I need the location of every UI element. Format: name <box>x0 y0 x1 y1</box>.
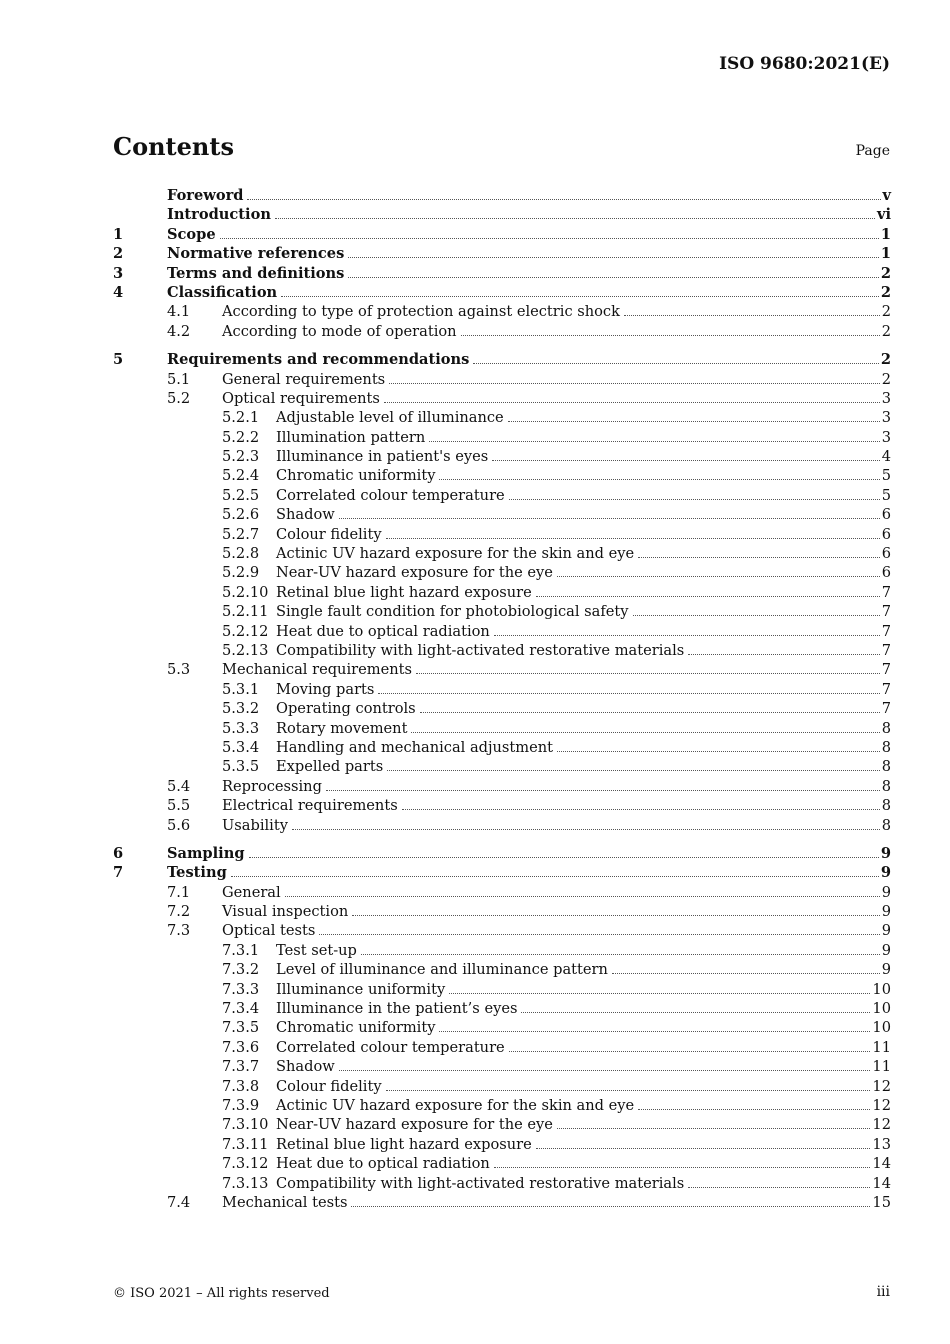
toc-entry[interactable] <box>113 583 891 602</box>
toc-entry[interactable] <box>113 370 891 389</box>
toc-entry[interactable] <box>113 1038 891 1057</box>
toc-entry-title: Compatibility with light-activated restorative materials <box>276 641 685 659</box>
toc-entry[interactable] <box>113 283 891 302</box>
toc-entry[interactable] <box>113 447 891 466</box>
toc-entry[interactable] <box>113 921 891 940</box>
toc-entry[interactable] <box>113 816 891 835</box>
toc-entry-page: 2 <box>880 351 891 369</box>
toc-entry-page: 8 <box>881 797 891 815</box>
toc-entry-title: Operating controls <box>276 700 416 718</box>
toc-entry[interactable] <box>113 322 891 341</box>
dot-leader <box>439 479 879 480</box>
toc-entry-page: 9 <box>881 903 891 921</box>
toc-entry-number: 5.2 <box>167 389 191 407</box>
toc-entry[interactable] <box>113 902 891 921</box>
dot-leader <box>378 693 879 694</box>
toc-entry-title: Illuminance in patient's eyes <box>276 448 489 466</box>
toc-entry-number: 5.2.8 <box>222 545 260 563</box>
toc-entry-title: Test set-up <box>276 941 357 959</box>
dot-leader <box>416 673 880 674</box>
toc-entry[interactable] <box>113 660 891 679</box>
toc-entry-title: Heat due to optical radiation <box>276 622 490 640</box>
toc-entry-page: 6 <box>881 545 891 563</box>
toc-entry-number: 2 <box>113 245 124 263</box>
toc-entry-page: 9 <box>880 864 891 882</box>
toc-entry-number: 5.2.2 <box>222 428 260 446</box>
toc-entry-number: 5.4 <box>167 777 191 795</box>
toc-entry-title: Optical tests <box>222 922 316 940</box>
dot-leader <box>387 770 880 771</box>
toc-entry-number: 4.1 <box>167 303 191 321</box>
toc-entry-number: 5.2.7 <box>222 525 260 543</box>
toc-entry-number: 5.2.13 <box>222 641 269 659</box>
dot-leader <box>429 441 879 442</box>
dot-leader <box>351 1206 870 1207</box>
toc-entry-title: Compatibility with light-activated restorative materials <box>276 1174 685 1192</box>
toc-entry[interactable] <box>113 1057 891 1076</box>
toc-entry-page: 10 <box>872 1019 891 1037</box>
dot-leader <box>473 363 878 364</box>
toc-entry-title: Actinic UV hazard exposure for the skin and eye <box>276 545 635 563</box>
toc-entry-number: 7.3.5 <box>222 1019 260 1037</box>
toc-entry[interactable] <box>113 883 891 902</box>
toc-entry-title: Reprocessing <box>222 777 322 795</box>
toc-entry-number: 5.3.3 <box>222 719 260 737</box>
toc-entry-title: Classification <box>167 283 278 301</box>
toc-entry-page: 9 <box>881 883 891 901</box>
toc-entry[interactable] <box>113 1174 891 1193</box>
toc-entry-page: 10 <box>872 980 891 998</box>
toc-entry[interactable] <box>113 408 891 427</box>
toc-entry[interactable] <box>113 941 891 960</box>
toc-entry-number: 5.3.2 <box>222 700 260 718</box>
toc-entry-page: 8 <box>881 758 891 776</box>
toc-entry-page: 14 <box>872 1155 891 1173</box>
toc-entry-title: Illumination pattern <box>276 428 426 446</box>
toc-entry-title: Chromatic uniformity <box>276 467 436 485</box>
toc-entry[interactable] <box>113 389 891 408</box>
dot-leader <box>509 499 880 500</box>
document-id: ISO 9680:2021(E) <box>719 54 890 74</box>
dot-leader <box>275 218 875 219</box>
toc-entry-title: Shadow <box>276 1058 335 1076</box>
toc-entry[interactable] <box>113 186 891 205</box>
toc-entry[interactable] <box>113 738 891 757</box>
toc-entry-title: Single fault condition for photobiological safety <box>276 603 629 621</box>
toc-entry-page: 3 <box>881 409 891 427</box>
toc-entry-number: 7.1 <box>167 883 191 901</box>
toc-entry[interactable] <box>113 505 891 524</box>
dot-leader <box>494 635 880 636</box>
toc-entry-title: Introduction <box>167 206 271 224</box>
toc-entry-title: General requirements <box>222 370 386 388</box>
dot-leader <box>384 402 880 403</box>
dot-leader <box>231 876 879 877</box>
toc-entry[interactable] <box>113 563 891 582</box>
toc-entry-number: 7.4 <box>167 1193 191 1211</box>
toc-entry-page: 2 <box>880 264 891 282</box>
toc-entry-number: 7.3.3 <box>222 980 260 998</box>
toc-entry-title: Illuminance in the patient’s eyes <box>276 1000 518 1018</box>
toc-entry-number: 5.2.9 <box>222 564 260 582</box>
toc-entry-page: 4 <box>881 448 891 466</box>
toc-entry-page: 8 <box>881 777 891 795</box>
toc-entry-title: Normative references <box>167 245 345 263</box>
toc-entry-page: 8 <box>881 738 891 756</box>
toc-entry-title: Usability <box>222 816 288 834</box>
toc-entry-page: 9 <box>880 844 891 862</box>
toc-entry[interactable] <box>113 205 891 224</box>
dot-leader <box>633 615 880 616</box>
toc-entry-page: 8 <box>881 816 891 834</box>
toc-entry-page: 1 <box>880 245 891 263</box>
toc-entry-page: 11 <box>872 1038 891 1056</box>
toc-entry-number: 5.2.5 <box>222 486 260 504</box>
table-of-contents <box>113 186 891 1212</box>
toc-entry[interactable] <box>113 999 891 1018</box>
toc-entry-number: 7.2 <box>167 903 191 921</box>
dot-leader <box>386 538 880 539</box>
toc-entry-number: 5.2.10 <box>222 583 269 601</box>
toc-entry-page: 3 <box>881 389 891 407</box>
toc-entry-title: Mechanical tests <box>222 1193 348 1211</box>
toc-entry-page: 6 <box>881 564 891 582</box>
toc-entry-page: 12 <box>872 1077 891 1095</box>
dot-leader <box>612 973 880 974</box>
dot-leader <box>536 1148 871 1149</box>
toc-entry[interactable] <box>113 466 891 485</box>
toc-entry[interactable] <box>113 863 891 882</box>
toc-entry-title: Scope <box>167 225 216 243</box>
toc-entry-title: Retinal blue light hazard exposure <box>276 583 532 601</box>
toc-entry-title: Optical requirements <box>222 389 380 407</box>
toc-entry-title: Visual inspection <box>222 903 349 921</box>
dot-leader <box>461 335 880 336</box>
page-number: iii <box>876 1284 890 1300</box>
dot-leader <box>361 954 880 955</box>
dot-leader <box>509 1051 871 1052</box>
toc-entry-page: 2 <box>880 283 891 301</box>
dot-leader <box>386 1090 871 1091</box>
toc-entry-title: Electrical requirements <box>222 797 398 815</box>
dot-leader <box>319 934 879 935</box>
toc-entry-title: Illuminance uniformity <box>276 980 446 998</box>
dot-leader <box>688 654 879 655</box>
toc-entry-page: 9 <box>881 922 891 940</box>
toc-entry-number: 7 <box>113 864 124 882</box>
toc-entry-title: Handling and mechanical adjustment <box>276 738 554 756</box>
toc-entry-page: 9 <box>881 941 891 959</box>
toc-entry-number: 3 <box>113 264 124 282</box>
toc-entry-title: Level of illuminance and illuminance pattern <box>276 961 608 979</box>
dot-leader <box>326 790 880 791</box>
dot-leader <box>557 751 880 752</box>
toc-entry-title: General <box>222 883 281 901</box>
page-title: Contents <box>113 132 234 161</box>
toc-entry-page: 13 <box>872 1135 891 1153</box>
toc-entry-number: 7.3.12 <box>222 1155 269 1173</box>
toc-entry-page: vi <box>876 206 891 224</box>
dot-leader <box>411 732 879 733</box>
toc-entry-page: 7 <box>881 700 891 718</box>
toc-entry-title: Mechanical requirements <box>222 661 412 679</box>
toc-entry[interactable] <box>113 225 891 244</box>
toc-entry-number: 7.3.6 <box>222 1038 260 1056</box>
toc-entry-title: Correlated colour temperature <box>276 1038 505 1056</box>
toc-entry[interactable] <box>113 622 891 641</box>
toc-entry-number: 7.3 <box>167 922 191 940</box>
dot-leader <box>688 1187 870 1188</box>
toc-entry-page: 2 <box>881 322 891 340</box>
toc-entry-title: Shadow <box>276 506 335 524</box>
toc-entry-title: Testing <box>167 864 227 882</box>
toc-entry-number: 5.2.6 <box>222 506 260 524</box>
toc-entry-title: According to type of protection against electric shock <box>222 303 620 321</box>
toc-entry-title: Terms and definitions <box>167 264 345 282</box>
toc-entry[interactable] <box>113 680 891 699</box>
dot-leader <box>521 1012 870 1013</box>
toc-entry-number: 7.3.4 <box>222 1000 260 1018</box>
toc-entry-page: 12 <box>872 1116 891 1134</box>
toc-entry-page: 5 <box>881 486 891 504</box>
dot-leader <box>536 596 880 597</box>
dot-leader <box>449 993 870 994</box>
toc-entry[interactable] <box>113 1115 891 1134</box>
copyright-notice: © ISO 2021 – All rights reserved <box>113 1286 330 1301</box>
dot-leader <box>292 829 880 830</box>
toc-entry-title: Moving parts <box>276 680 375 698</box>
dot-leader <box>624 315 880 316</box>
dot-leader <box>638 557 880 558</box>
toc-entry-number: 7.3.11 <box>222 1135 269 1153</box>
toc-entry[interactable] <box>113 980 891 999</box>
toc-entry-page: 7 <box>881 583 891 601</box>
toc-entry-page: 11 <box>872 1058 891 1076</box>
dot-leader <box>348 257 879 258</box>
toc-entry-title: Chromatic uniformity <box>276 1019 436 1037</box>
toc-entry-number: 5.2.3 <box>222 448 260 466</box>
toc-entry[interactable] <box>113 1096 891 1115</box>
toc-entry[interactable] <box>113 796 891 815</box>
toc-entry[interactable] <box>113 960 891 979</box>
dot-leader <box>281 296 879 297</box>
toc-entry[interactable] <box>113 428 891 447</box>
toc-entry-number: 5.3 <box>167 661 191 679</box>
toc-entry-page: 14 <box>872 1174 891 1192</box>
toc-entry-number: 7.3.8 <box>222 1077 260 1095</box>
toc-entry-number: 7.3.9 <box>222 1096 260 1114</box>
dot-leader <box>220 238 879 239</box>
toc-entry[interactable] <box>113 602 891 621</box>
toc-entry-number: 5.2.12 <box>222 622 269 640</box>
toc-entry[interactable] <box>113 1077 891 1096</box>
toc-entry-page: 2 <box>881 370 891 388</box>
page-column-label: Page <box>855 143 890 159</box>
toc-entry-title: Near-UV hazard exposure for the eye <box>276 564 553 582</box>
dot-leader <box>339 1070 871 1071</box>
toc-entry-title: Expelled parts <box>276 758 384 776</box>
dot-leader <box>557 576 880 577</box>
toc-entry-number: 5.3.5 <box>222 758 260 776</box>
dot-leader <box>389 383 880 384</box>
toc-entry-page: 10 <box>872 1000 891 1018</box>
toc-entry-number: 5.2.4 <box>222 467 260 485</box>
toc-entry-number: 7.3.1 <box>222 941 260 959</box>
toc-entry-number: 4 <box>113 283 124 301</box>
dot-leader <box>494 1167 871 1168</box>
dot-leader <box>348 277 878 278</box>
toc-entry[interactable] <box>113 699 891 718</box>
dot-leader <box>420 712 880 713</box>
toc-entry[interactable] <box>113 525 891 544</box>
toc-entry-title: Heat due to optical radiation <box>276 1155 490 1173</box>
toc-entry[interactable] <box>113 1018 891 1037</box>
toc-entry-page: 5 <box>881 467 891 485</box>
toc-entry-number: 7.3.13 <box>222 1174 269 1192</box>
toc-entry-page: 7 <box>881 680 891 698</box>
toc-entry-title: Adjustable level of illuminance <box>276 409 504 427</box>
toc-entry-page: 1 <box>880 225 891 243</box>
toc-entry-title: Near-UV hazard exposure for the eye <box>276 1116 553 1134</box>
toc-entry-page: 6 <box>881 525 891 543</box>
dot-leader <box>557 1128 870 1129</box>
toc-entry-title: Rotary movement <box>276 719 408 737</box>
toc-entry[interactable] <box>113 777 891 796</box>
toc-entry-number: 4.2 <box>167 322 191 340</box>
toc-entry-number: 5.1 <box>167 370 191 388</box>
toc-entry-title: Colour fidelity <box>276 525 382 543</box>
toc-entry-title: Actinic UV hazard exposure for the skin and eye <box>276 1096 635 1114</box>
toc-entry-number: 5.5 <box>167 797 191 815</box>
toc-entry-page: 8 <box>881 719 891 737</box>
toc-entry-number: 7.3.7 <box>222 1058 260 1076</box>
dot-leader <box>638 1109 870 1110</box>
toc-entry[interactable] <box>113 350 891 369</box>
dot-leader <box>247 199 880 200</box>
toc-entry-number: 7.3.10 <box>222 1116 269 1134</box>
toc-entry[interactable] <box>113 302 891 321</box>
toc-entry-number: 5.6 <box>167 816 191 834</box>
toc-entry-page: 7 <box>881 641 891 659</box>
toc-entry[interactable] <box>113 1154 891 1173</box>
toc-entry[interactable] <box>113 1135 891 1154</box>
toc-entry[interactable] <box>113 244 891 263</box>
dot-leader <box>285 896 880 897</box>
toc-entry-page: 15 <box>872 1193 891 1211</box>
toc-entry-page: 9 <box>881 961 891 979</box>
toc-entry[interactable] <box>113 544 891 563</box>
toc-entry[interactable] <box>113 757 891 776</box>
toc-entry[interactable] <box>113 486 891 505</box>
toc-entry-page: 7 <box>881 622 891 640</box>
toc-entry-number: 5 <box>113 351 124 369</box>
dot-leader <box>249 857 879 858</box>
toc-entry-number: 5.3.1 <box>222 680 260 698</box>
toc-entry-page: 7 <box>881 661 891 679</box>
toc-entry-page: 12 <box>872 1096 891 1114</box>
dot-leader <box>439 1031 870 1032</box>
dot-leader <box>508 421 880 422</box>
toc-entry-number: 5.3.4 <box>222 738 260 756</box>
toc-entry-number: 5.2.1 <box>222 409 260 427</box>
toc-entry[interactable] <box>113 1193 891 1212</box>
toc-entry-number: 1 <box>113 225 124 243</box>
toc-entry[interactable] <box>113 641 891 660</box>
dot-leader <box>492 460 879 461</box>
toc-entry-page: 2 <box>881 303 891 321</box>
toc-entry-title: Retinal blue light hazard exposure <box>276 1135 532 1153</box>
toc-entry-title: Requirements and recommendations <box>167 351 470 369</box>
toc-entry-number: 7.3.2 <box>222 961 260 979</box>
toc-entry[interactable] <box>113 844 891 863</box>
toc-entry-title: According to mode of operation <box>222 322 457 340</box>
toc-entry-title: Sampling <box>167 844 245 862</box>
toc-entry-number: 6 <box>113 844 124 862</box>
toc-entry-page: 3 <box>881 428 891 446</box>
toc-entry-page: v <box>882 187 891 204</box>
dot-leader <box>402 809 880 810</box>
dot-leader <box>352 915 879 916</box>
toc-entry[interactable] <box>113 264 891 283</box>
toc-entry-number: 5.2.11 <box>222 603 269 621</box>
toc-entry-page: 6 <box>881 506 891 524</box>
toc-entry[interactable] <box>113 719 891 738</box>
toc-entry-page: 7 <box>881 603 891 621</box>
dot-leader <box>339 518 880 519</box>
toc-entry-title: Foreword <box>167 187 244 204</box>
toc-entry-title: Colour fidelity <box>276 1077 382 1095</box>
toc-entry-title: Correlated colour temperature <box>276 486 505 504</box>
